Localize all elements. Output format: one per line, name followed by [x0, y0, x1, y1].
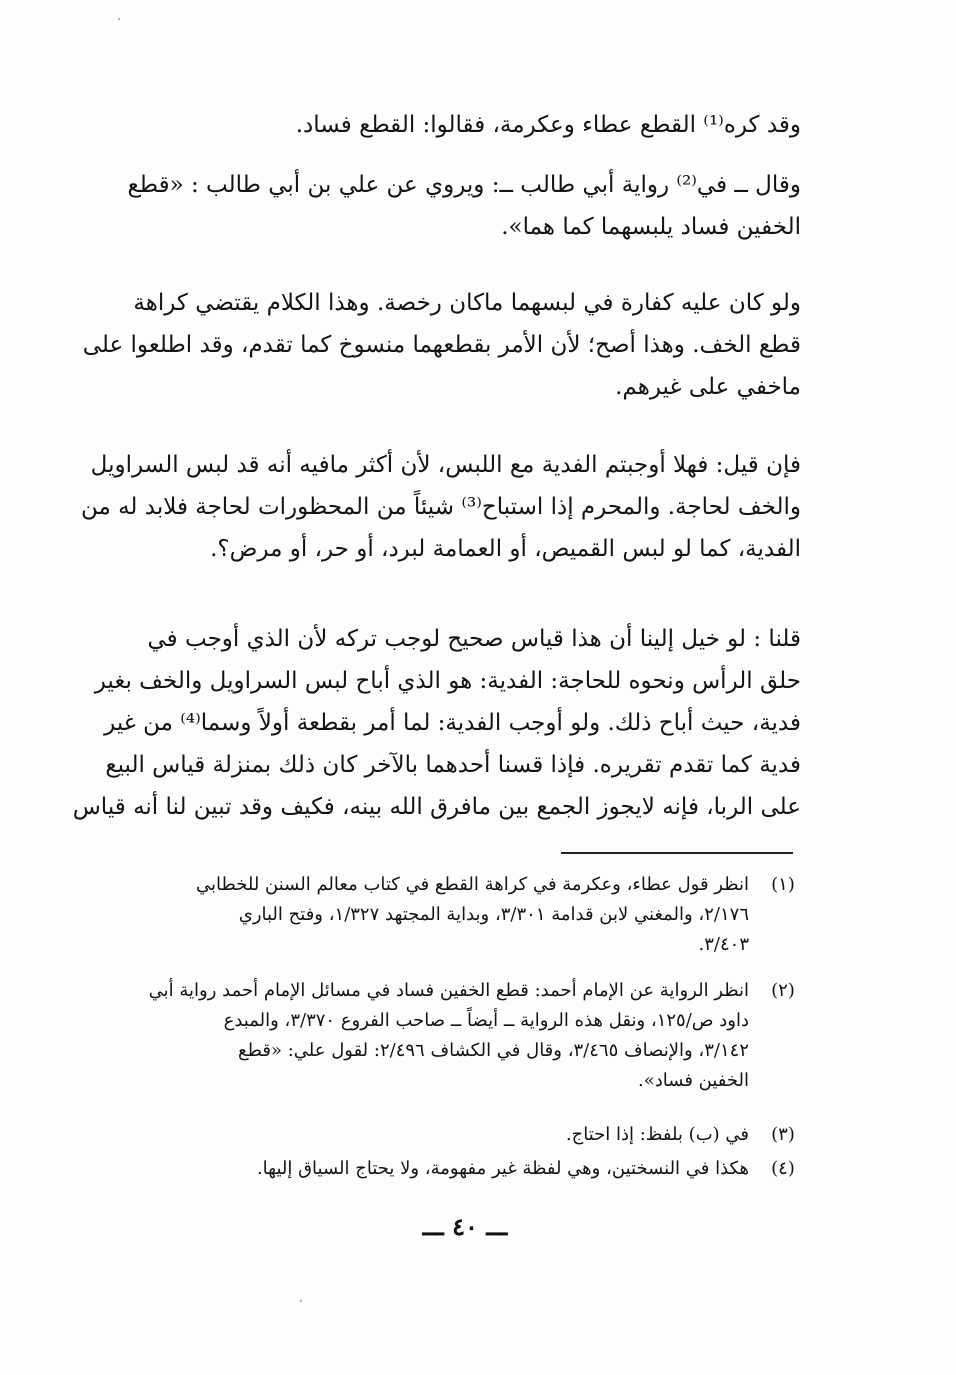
- body-paragraph: [131, 104, 801, 146]
- text-line: هكذا في النسختين، وهي لفظة غير مفهومة، ولا يحتاج السياق إليها.: [256, 1158, 749, 1179]
- text-line: حلق الرأس ونحوه للحاجة: الفدية: هو الذي أباح لبس السراويل والخف بغير: [94, 668, 801, 694]
- text-line: قطع الخف. وهذا أصح؛ لأن الأمر بقطعهما منسوخ كما تقدم، وقد اطلعوا على: [82, 332, 801, 358]
- scan-speck: [300, 1300, 302, 1302]
- footnote-number: (٤): [771, 1158, 795, 1179]
- text-line: ٣/١٤٢، والإنصاف ٣/٤٦٥، وقال في الكشاف ٢/٤٩٦: لقول علي: «قطع: [238, 1040, 749, 1061]
- text-line: ٢/١٧٦، والمغني لابن قدامة ٣/٣٠١، وبداية المجتهد ١/٣٢٧، وفتح الباري: [238, 904, 749, 925]
- text-line: قلنا : لو خيل إلينا أن هذا قياس صحيح لوجب تركه لأن الذي أوجب في: [147, 626, 801, 652]
- text-line: وقال ــ في⁽²⁾ رواية أبي طالب ــ: ويروي عن علي بن أبي طالب : «قطع: [127, 172, 801, 198]
- body-paragraph: [72, 618, 801, 828]
- text-line: الخفين فساد يلبسهما كما هما».: [501, 214, 801, 240]
- footnote-number: (٢): [771, 980, 795, 1001]
- footnote-text: [136, 976, 749, 1096]
- footnote-text: [136, 1154, 749, 1184]
- footnote-number: (٣): [771, 1124, 795, 1145]
- footnote: [136, 1154, 801, 1184]
- footnote-number: (١): [771, 874, 795, 895]
- text-line: والخف لحاجة. والمحرم إذا استباح⁽³⁾ شيئاً من المحظورات لحاجة فلابد له من: [80, 494, 801, 520]
- text-line: ٣/٤٠٣.: [698, 934, 749, 955]
- text-line: ماخفي على غيرهم.: [615, 374, 801, 400]
- scan-speck: [118, 18, 120, 20]
- footnote: [136, 976, 801, 1096]
- text-line: في (ب) بلفظ: إذا احتاج.: [565, 1124, 749, 1145]
- text-line: فإن قيل: فهلا أوجبتم الفدية مع اللبس، لأن أكثر مافيه أنه قد لبس السراويل: [90, 452, 801, 478]
- text-line: وقد كره⁽¹⁾ القطع عطاء وعكرمة، فقالوا: القطع فساد.: [295, 112, 801, 138]
- body-paragraph: [82, 282, 801, 408]
- body-paragraph: [127, 164, 801, 248]
- text-line: فدية كما تقدم تقريره. فإذا قسنا أحدهما بالآخر كان ذلك بمنزلة قياس البيع: [105, 752, 801, 778]
- page-number: ـــ ٤٠ ـــ: [422, 1212, 508, 1241]
- text-line: فدية، حيث أباح ذلك. ولو أوجب الفدية: لما أمر بقطعة أولاً وسما⁽⁴⁾ من غير: [104, 710, 801, 736]
- footnote: [136, 870, 801, 960]
- text-line: الخفين فساد».: [638, 1070, 749, 1091]
- text-line: انظر قول عطاء، وعكرمة في كراهة القطع في كتاب معالم السنن للخطابي: [196, 874, 749, 895]
- body-paragraph: [80, 444, 801, 570]
- text-line: الفدية، كما لو لبس القميص، أو العمامة لبرد، أو حر، أو مرض؟.: [210, 536, 801, 562]
- text-line: انظر الرواية عن الإمام أحمد: قطع الخفين فساد في مسائل الإمام أحمد رواية أبي: [148, 980, 749, 1001]
- footnote-text: [136, 870, 749, 960]
- footnote: [136, 1120, 801, 1150]
- text-line: داود ص/١٢٥، ونقل هذه الرواية ــ أيضاً ــ صاحب الفروع ٣/٣٧٠، والمبدع: [223, 1010, 749, 1031]
- text-line: على الربا، فإنه لايجوز الجمع بين مافرق الله بينه، فكيف وقد تبين لنا أنه قياس: [72, 794, 801, 820]
- footnote-text: [136, 1120, 749, 1150]
- footnote-separator: [561, 852, 793, 854]
- text-line: ولو كان عليه كفارة في لبسهما ماكان رخصة. وهذا الكلام يقتضي كراهة: [133, 290, 801, 316]
